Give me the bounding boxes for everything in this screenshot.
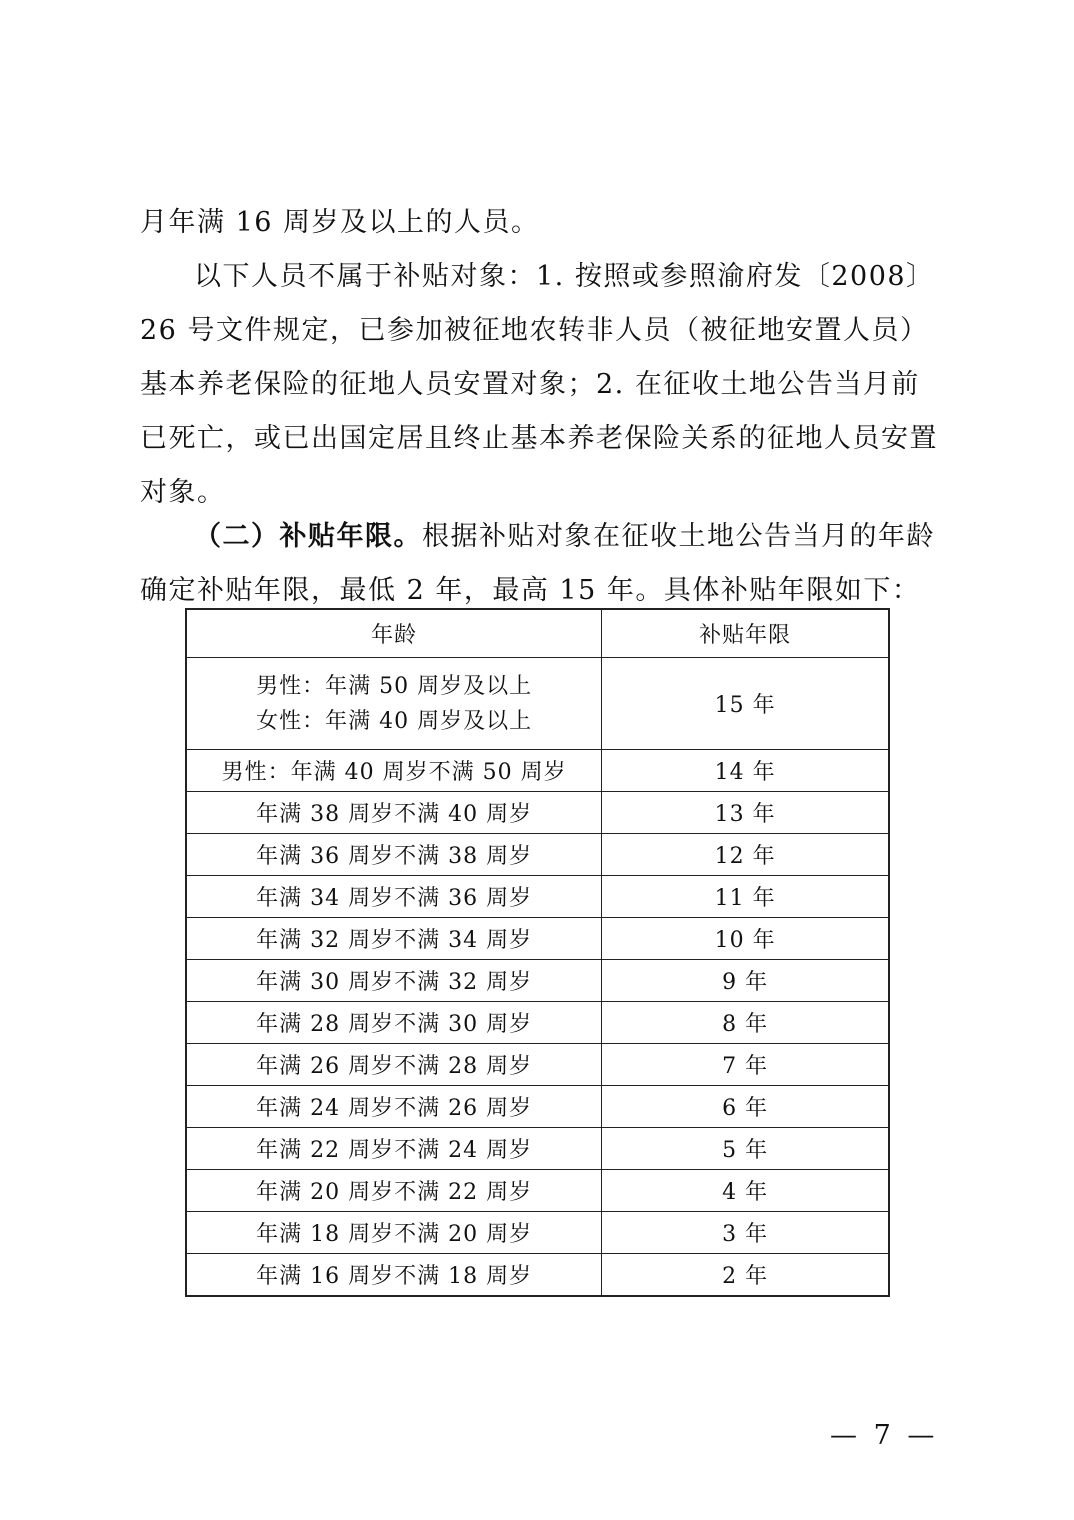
years-cell: 13 年 [602, 792, 889, 834]
years-cell: 7 年 [602, 1044, 889, 1086]
age-cell: 年满 16 周岁不满 18 周岁 [186, 1254, 602, 1297]
age-cell: 年满 38 周岁不满 40 周岁 [186, 792, 602, 834]
years-cell: 4 年 [602, 1170, 889, 1212]
table-row [186, 1254, 889, 1297]
table-row [186, 1086, 889, 1128]
section-heading: （二）补贴年限。 [194, 521, 422, 552]
age-cell: 年满 22 周岁不满 24 周岁 [186, 1128, 602, 1170]
table-row [186, 876, 889, 918]
table-row [186, 1212, 889, 1254]
paragraph-exclusions [140, 250, 940, 520]
text-line: 基本养老保险的征地人员安置对象；2. 在征收土地公告当月前 [140, 369, 920, 400]
text-line: 26 号文件规定，已参加被征地农转非人员（被征地安置人员） [140, 315, 929, 346]
age-cell: 年满 30 周岁不满 32 周岁 [186, 960, 602, 1002]
subsidy-years-table [185, 608, 890, 1297]
text-line: 月年满 16 周岁及以上的人员。 [140, 207, 540, 238]
age-cell: 年满 34 周岁不满 36 周岁 [186, 876, 602, 918]
age-cell: 年满 36 周岁不满 38 周岁 [186, 834, 602, 876]
text-line [140, 510, 940, 564]
years-cell: 12 年 [602, 834, 889, 876]
paragraph-subsidy-years [140, 510, 940, 618]
table-row [186, 1170, 889, 1212]
table-header-row [186, 609, 889, 658]
age-cell [186, 658, 602, 750]
age-cell: 年满 26 周岁不满 28 周岁 [186, 1044, 602, 1086]
years-cell: 3 年 [602, 1212, 889, 1254]
years-cell: 15 年 [602, 658, 889, 750]
text-line: 确定补贴年限，最低 2 年，最高 15 年。具体补贴年限如下： [140, 575, 921, 606]
text-fragment: 根据补贴对象在征收土地公告当月的年龄 [422, 521, 935, 552]
years-cell: 6 年 [602, 1086, 889, 1128]
table-row [186, 792, 889, 834]
text-line: 对象。 [140, 477, 226, 508]
column-header-years: 补贴年限 [602, 609, 889, 658]
column-header-age: 年龄 [186, 609, 602, 658]
table-row [186, 1044, 889, 1086]
years-cell: 10 年 [602, 918, 889, 960]
years-cell: 2 年 [602, 1254, 889, 1297]
age-cell: 年满 20 周岁不满 22 周岁 [186, 1170, 602, 1212]
years-cell: 14 年 [602, 750, 889, 792]
age-cell: 年满 32 周岁不满 34 周岁 [186, 918, 602, 960]
years-cell: 5 年 [602, 1128, 889, 1170]
text-line: 已死亡，或已出国定居且终止基本养老保险关系的征地人员安置 [140, 423, 938, 454]
age-cell: 男性：年满 40 周岁不满 50 周岁 [186, 750, 602, 792]
age-line-male: 男性：年满 50 周岁及以上 [256, 673, 533, 699]
table-row [186, 750, 889, 792]
years-cell: 8 年 [602, 1002, 889, 1044]
table-row [186, 960, 889, 1002]
table-row [186, 918, 889, 960]
text-line: 以下人员不属于补贴对象：1. 按照或参照渝府发〔2008〕 [194, 261, 935, 292]
table-row [186, 658, 889, 750]
page-number: — 7 — [830, 1420, 939, 1451]
paragraph-continuation [140, 196, 940, 250]
years-cell: 9 年 [602, 960, 889, 1002]
age-line-female: 女性：年满 40 周岁及以上 [256, 708, 533, 734]
age-cell: 年满 24 周岁不满 26 周岁 [186, 1086, 602, 1128]
age-cell: 年满 18 周岁不满 20 周岁 [186, 1212, 602, 1254]
table-row [186, 834, 889, 876]
table-row [186, 1002, 889, 1044]
table-row [186, 1128, 889, 1170]
years-cell: 11 年 [602, 876, 889, 918]
age-cell: 年满 28 周岁不满 30 周岁 [186, 1002, 602, 1044]
